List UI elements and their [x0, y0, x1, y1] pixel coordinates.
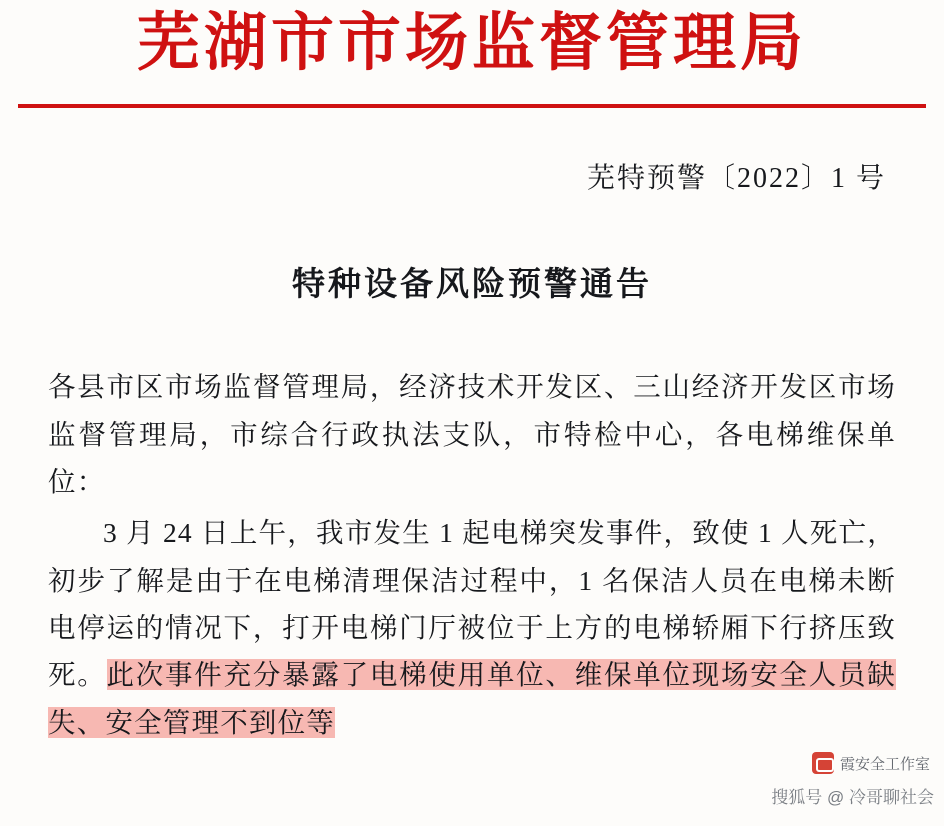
paragraph-text: 3 月 24 日上午，我市发生 1 起电梯突发事件，致使 1 人死亡，初步了解是由于在电梯清理保洁过程中，1 名保洁人员在电梯未断电停运的情况下，打开电梯门厅被位于上方的电梯轿厢下行挤压致死。	[48, 517, 896, 691]
watermark-studio-label: 霞安全工作室	[839, 755, 930, 773]
page-title: 特种设备风险预警通告	[292, 267, 652, 304]
paragraph-text: 各县市区市场监督管理局，经济技术开发区、三山经济开发区市场监督管理局，市综合行政执法支队，市特检中心，各电梯维保单位：	[48, 371, 896, 498]
paragraph-incident	[48, 509, 896, 745]
studio-badge-icon	[812, 752, 834, 774]
masthead-divider	[18, 104, 926, 108]
document-number: 芜特预警〔2022〕1 号	[586, 163, 886, 195]
highlighted-text: 此次事件充分暴露了电梯使用单位、维保单位现场安全人员缺失、安全管理不到位等	[48, 659, 896, 738]
document-body	[48, 363, 896, 745]
watermark-source-label: 搜狐号 @ 冷哥聊社会	[771, 788, 934, 807]
masthead-title: 芜湖市市场监督管理局	[137, 5, 807, 79]
masthead	[0, 0, 944, 80]
watermark-studio	[812, 752, 930, 774]
paragraph-addressees	[48, 363, 896, 505]
